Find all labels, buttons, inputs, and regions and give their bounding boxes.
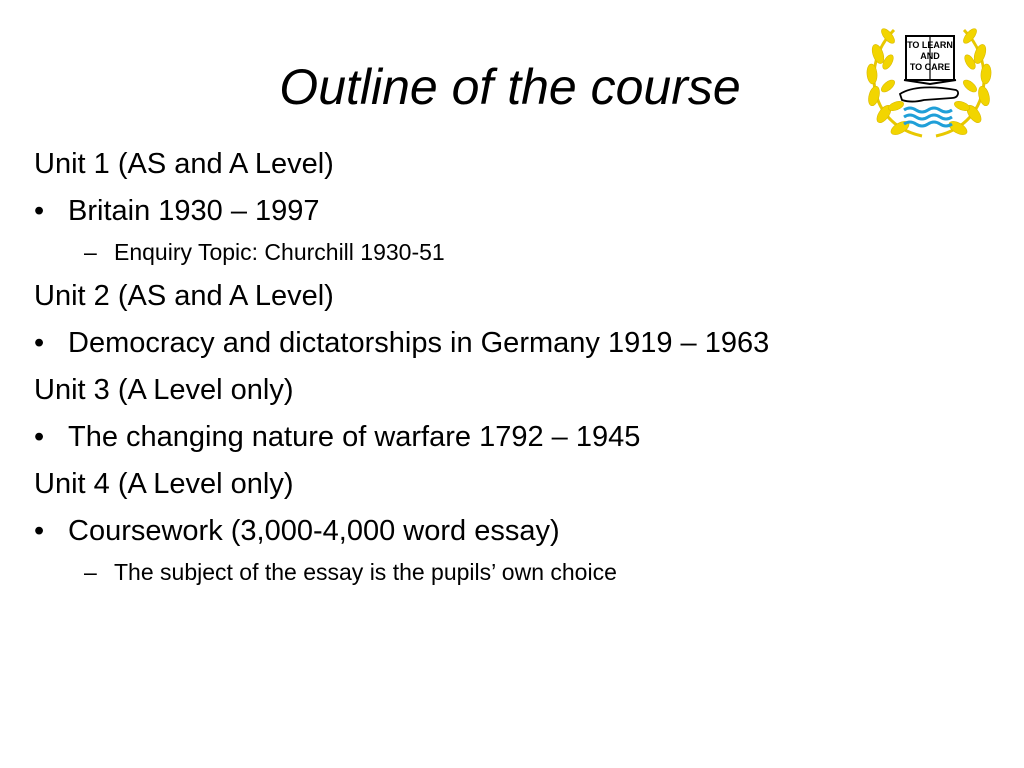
school-crest-icon — [864, 14, 994, 144]
slide-title: Outline of the course — [279, 59, 741, 115]
book-icon — [904, 36, 956, 84]
unit-heading: Unit 3 (A Level only) — [34, 374, 294, 406]
svg-text:AND: AND — [920, 51, 940, 61]
bullet-marker: • — [34, 515, 45, 547]
bullet-item: • Britain 1930 – 1997 — [34, 195, 320, 227]
svg-text:TO CARE: TO CARE — [909, 62, 951, 72]
dash-marker: – — [84, 239, 97, 265]
dash-marker: – — [84, 559, 97, 585]
slide-body — [34, 148, 934, 586]
unit-heading: Unit 1 (AS and A Level) — [34, 148, 334, 180]
sub-bullet-item: – The subject of the essay is the pupils’ own choice — [84, 559, 617, 585]
bullet-marker: • — [34, 421, 45, 453]
sub-bullet-item: – Enquiry Topic: Churchill 1930-51 — [84, 239, 445, 265]
bullet-marker: • — [34, 327, 45, 359]
unit-heading: Unit 4 (A Level only) — [34, 468, 294, 500]
unit-heading: Unit 2 (AS and A Level) — [34, 280, 334, 312]
bullet-item: • The changing nature of warfare 1792 – 1945 — [34, 421, 641, 453]
waves-icon — [904, 108, 952, 126]
bullet-marker: • — [34, 195, 45, 227]
bullet-item: • Coursework (3,000-4,000 word essay) — [34, 515, 560, 547]
hand-icon — [900, 87, 958, 101]
svg-text:TO LEARN: TO LEARN — [907, 40, 953, 50]
bullet-item: • Democracy and dictatorships in Germany 1919 – 1963 — [34, 327, 770, 359]
